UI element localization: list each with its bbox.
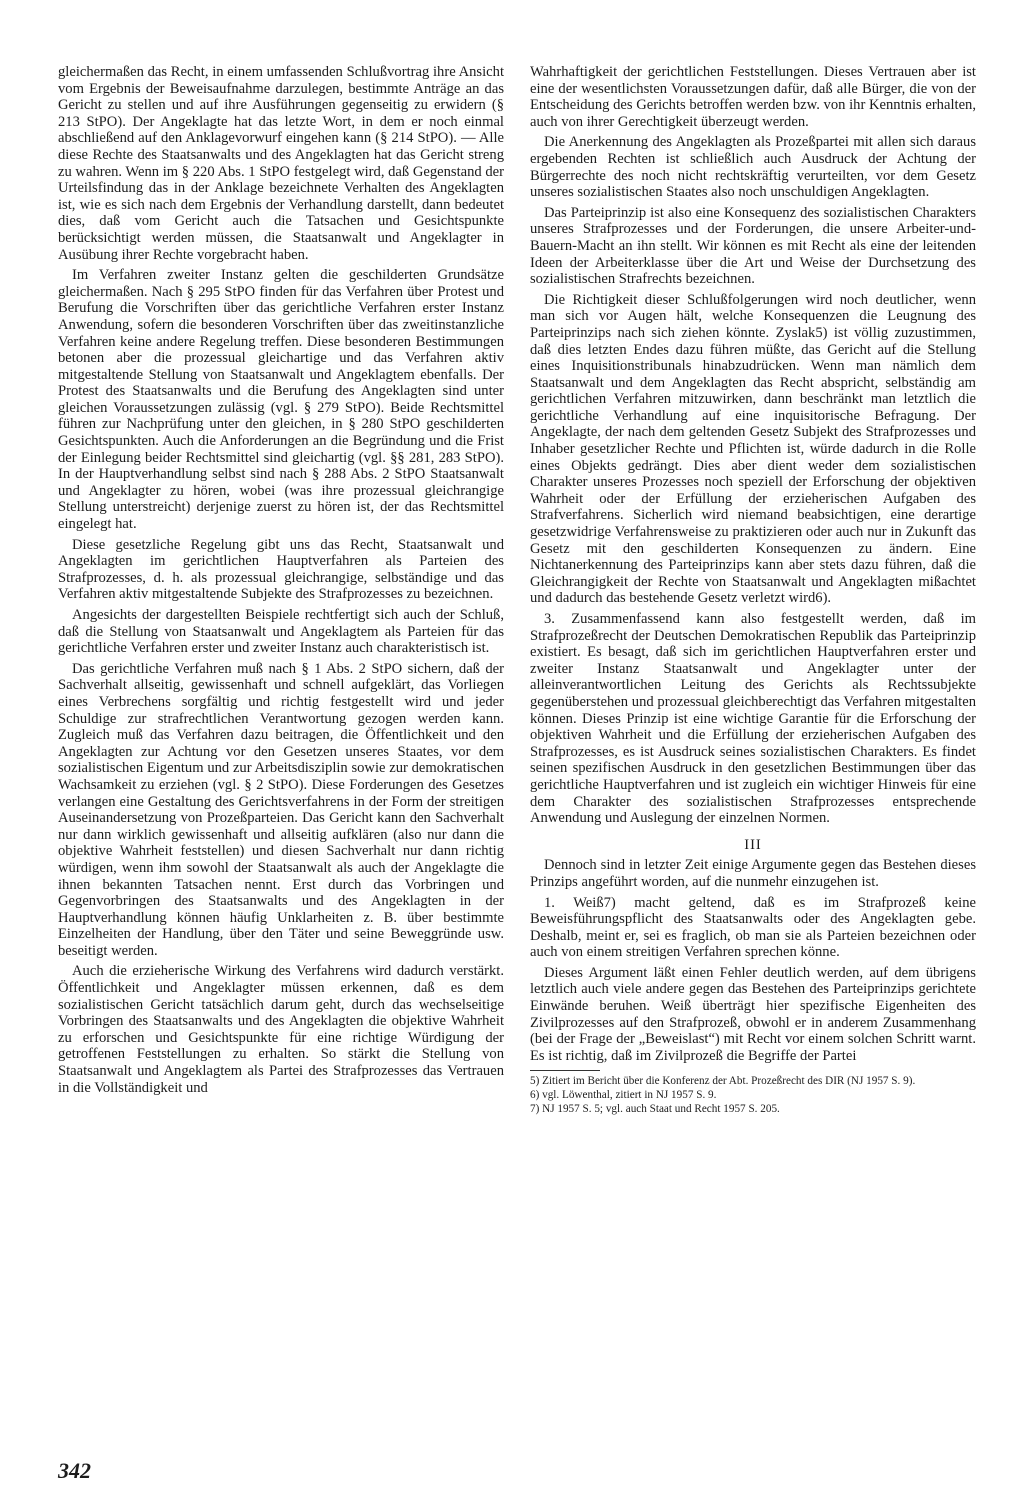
paragraph: Die Richtigkeit dieser Schlußfolgerungen wird noch deutlicher, wenn man sich vor Augen hält, welche Konsequenzen die Leugnung des Parteiprinzips nach sich ziehen könnte. Zyslak5) ist völlig zuzustimmen, daß dies letzten Endes dazu führen müßte, das Gericht auf die Stellung eines Inquisitionstribunals hinabzudrücken. Wenn man nämlich dem Staatsanwalt und dem Angeklagten das Recht abspricht, selbständig am gerichtlichen Verfahren mitzuwirken, dann beschränkt man letztlich die gerichtliche Verhandlung auf eine inquisitorische Befragung. Der Angeklagte, der nach dem geltenden Gesetz Subjekt des Strafprozesses und Inhaber gesetzlicher Rechte und Pflichten ist, würde dadurch in die Rolle eines Objekts gedrängt. Dies aber dient weder dem sozialistischen Charakter unseres Prozesses noch speziell der Erforschung der objektiven Wahrheit oder der Erfüllung der erzieherischen Aufgaben des Strafverfahrens. Sicherlich wird niemand beabsichtigen, eine derartige gesetzwidrige Verfahrensweise zu praktizieren oder auch nur in Zukunft das Gesetz mit den geschilderten Konsequenzen zu ändern. Eine Nichtanerkennung des Parteiprinzips kann aber stets dazu führen, daß die Gleichrangigkeit der Rechte von Staatsanwalt und Angeklagten mißachtet und dadurch das bestehende Gesetz verletzt wird6). (530, 291, 976, 607)
page-number: 342 (58, 1458, 91, 1483)
paragraph: Diese gesetzliche Regelung gibt uns das Recht, Staatsanwalt und Angeklagten im gerichtlichen Hauptverfahren als Parteien des Strafprozesses, d. h. als prozessual gleichrangige, selbständige und das Verfahren aktiv mitgestaltende Subjekte des Strafprozesses zu bezeichnen. (58, 536, 504, 603)
left-text-column (58, 64, 504, 1100)
right-text-column (530, 64, 976, 1116)
section-heading: III (744, 836, 762, 853)
paragraph: Auch die erzieherische Wirkung des Verfahrens wird dadurch verstärkt. Öffentlichkeit und Angeklagter müssen erkennen, daß es dem sozialistischen Gericht tatsächlich darum geht, durch das wechselseitige Vorbringen des Staatsanwalts und des Angeklagten die objektive Wahrheit zu erforschen und Gesichtspunkte für eine richtige Würdigung der getroffenen Feststellungen zu erhalten. So stärkt die Stellung von Staatsanwalt und Angeklagtem als Partei des Strafprozesses das Vertrauen in die Vollständigkeit und (58, 963, 504, 1096)
paragraph: Dennoch sind in letzter Zeit einige Argumente gegen das Bestehen dieses Prinzips angeführt worden, auf die nunmehr einzugehen ist. (530, 857, 976, 890)
paragraph: Die Anerkennung des Angeklagten als Prozeßpartei mit allen sich daraus ergebenden Rechten ist schließlich auch Ausdruck der Achtung der Bürgerrechte des noch nicht rechtskräftig verurteilten, vor dem Gesetz unseres sozialistischen Staates also noch unschuldigen Angeklagten. (530, 134, 976, 201)
paragraph: 3. Zusammenfassend kann also festgestellt werden, daß im Strafprozeßrecht der Deutschen Demokratischen Republik das Parteiprinzip existiert. Es besagt, daß sich im gerichtlichen Hauptverfahren erster und zweiter Instanz Staatsanwalt und Angeklagter unter der alleinverantwortlichen Leitung des Gerichts als Rechtssubjekte gegenüberstehen und prozessual gleichberechtigt das Verfahren mitgestalten können. Dieses Prinzip ist eine wichtige Garantie für die Erforschung der objektiven Wahrheit und die Erfüllung der erzieherischen Aufgaben des Strafprozesses, es ist Ausdruck seines sozialistischen Charakters. Es findet seinen spezifischen Ausdruck in den gesetzlichen Bestimmungen über das gerichtliche Hauptverfahren und ist zugleich ein wichtiger Hinweis für eine dem Charakter des sozialistischen Strafprozesses entsprechende Anwendung und Auslegung der einzelnen Normen. (530, 611, 976, 827)
paragraph: Im Verfahren zweiter Instanz gelten die geschilderten Grundsätze gleichermaßen. Nach § 295 StPO finden für das Verfahren über Protest und Berufung die Vorschriften über das gerichtliche Verfahren erster Instanz Anwendung, sofern die besonderen Vorschriften über das zweitinstanzliche Verfahren keine andere Regelung treffen. Diese besonderen Bestimmungen betonen aber die prozessual gleichartige und das Verfahren aktiv mitgestaltende Stellung von Staatsanwalt und Angeklagtem ebenfalls. Der Protest des Staatsanwalts und die Berufung des Angeklagten sind unter gleichen Voraussetzungen zulässig (vgl. § 279 StPO). Beide Rechtsmittel führen zur Nachprüfung unter den gleichen, in § 280 StPO geschilderten Gesichtspunkten. Auch die Anforderungen an die Begründung und die Frist der Einlegung beider Rechtsmittel sind gleichartig (vgl. §§ 281, 283 StPO). In der Hauptverhandlung selbst sind nach § 288 Abs. 2 StPO Staatsanwalt und Angeklagter zu hören, wobei (was ihre prozessual gleichrangige Stellung unterstreicht) derjenige zuerst zu hören ist, der das Rechtsmittel eingelegt hat. (58, 267, 504, 533)
paragraph: Das gerichtliche Verfahren muß nach § 1 Abs. 2 StPO sichern, daß der Sachverhalt allseitig, gewissenhaft und schnell aufgeklärt, das Vorliegen eines Verbrechens sorgfältig und richtig festgestellt wird und jeder Schuldige zur strafrechtlichen Verantwortung gezogen werden kann. Zugleich muß das Verfahren dazu beitragen, die Öffentlichkeit und den Angeklagten zur Achtung vor den Gesetzen unseres Staates, vor dem sozialistischen Eigentum und zur Arbeitsdisziplin sowie zur demokratischen Wachsamkeit zu erziehen (vgl. § 2 StPO). Diese Forderungen des Gesetzes verlangen eine Gestaltung des Gerichtsverfahrens in der Form der streitigen Auseinandersetzung von Prozeßparteien. Das Gericht kann den Sachverhalt nur dann wirklich gewissenhaft und allseitig aufklären (also nur dann die objektive Wahrheit feststellen) und diesen Sachverhalt nur dann richtig würdigen, wenn ihm sowohl der Staatsanwalt als auch der Angeklagte die ihnen bekannten Tatsachen nennt. Erst durch das Vorbringen und Gegenvorbringen des Staatsanwalts und des Angeklagten in der Hauptverhandlung können häufig Unklarheiten z. B. über bestimmte Einzelheiten der Handlung, über den Täter und seine Beweggründe usw. beseitigt werden. (58, 660, 504, 959)
footnote: 6) vgl. Löwenthal, zitiert in NJ 1957 S. 9. (530, 1089, 717, 1102)
paragraph: Wahrhaftigkeit der gerichtlichen Feststellungen. Dieses Vertrauen aber ist eine der wesentlichsten Voraussetzungen dafür, daß alle Bürger, die von der Entscheidung des Gerichts betroffen werden bzw. von ihr Kenntnis erhalten, auch von ihrer Gerechtigkeit überzeugt werden. (530, 64, 976, 130)
footnote: 7) NJ 1957 S. 5; vgl. auch Staat und Recht 1957 S. 205. (530, 1102, 780, 1115)
footnote: 5) Zitiert im Bericht über die Konferenz der Abt. Prozeßrecht des DIR (NJ 1957 S. 9). (530, 1075, 916, 1088)
paragraph: Dieses Argument läßt einen Fehler deutlich werden, auf dem übrigens letztlich auch viele andere gegen das Bestehen des Parteiprinzips gerichtete Einwände beruhen. Weiß überträgt hier spezifische Eigenheiten des Zivilprozesses auf den Strafprozeß, obwohl er in anderem Zusammenhang (bei der Frage der „Beweislast“) mit Recht vor einem solchen Schritt warnt. Es ist richtig, daß im Zivilprozeß die Begriffe der Partei (530, 964, 976, 1064)
paragraph: Das Parteiprinzip ist also eine Konsequenz des sozialistischen Charakters unseres Strafprozesses und der Forderungen, die unsere Arbeiter-und-Bauern-Macht an ihn stellt. Wir können es mit Recht als eine der leitenden Ideen der Arbeiterklasse über die Art und Weise der Durchsetzung des sozialistischen Strafrechts bezeichnen. (530, 204, 976, 288)
paragraph: gleichermaßen das Recht, in einem umfassenden Schlußvortrag ihre Ansicht vom Ergebnis der Beweisaufnahme darzulegen, bestimmte Anträge an das Gericht zu stellen und auf ihre Ausführungen gegenseitig zu erwidern (§ 213 StPO). Der Angeklagte hat das letzte Wort, in dem er noch einmal abschließend auf den Anklagevorwurf eingehen kann (§ 214 StPO). — Alle diese Rechte des Staatsanwalts und des Angeklagten hat das Gericht streng zu wahren. Wenn im § 220 Abs. 1 StPO festgelegt wird, daß Gegenstand der Urteilsfindung das in der Anklage bezeichnete Verhalten des Angeklagten ist, wie es sich nach dem Ergebnis der Verhandlung darstellt, dann bedeutet dies, daß vom Gericht auch die Tatsachen und Gesichtspunkte berücksichtigt werden müssen, die Staatsanwalt und Angeklagter in Ausübung ihrer Rechte vorgebracht haben. (58, 64, 505, 263)
paragraph: Angesichts der dargestellten Beispiele rechtfertigt sich auch der Schluß, daß die Stellung von Staatsanwalt und Angeklagtem als Parteien für das gerichtliche Verfahren erster und zweiter Instanz auch charakteristisch ist. (58, 607, 504, 657)
footnote-divider (530, 1070, 600, 1071)
paragraph: 1. Weiß7) macht geltend, daß es im Strafprozeß keine Beweisführungspflicht des Staatsanwalts oder des Angeklagten gebe. Deshalb, meint er, sei es fraglich, ob man sie als Parteien bezeichnen oder auch von einem streitigen Verfahren sprechen könne. (530, 894, 976, 961)
